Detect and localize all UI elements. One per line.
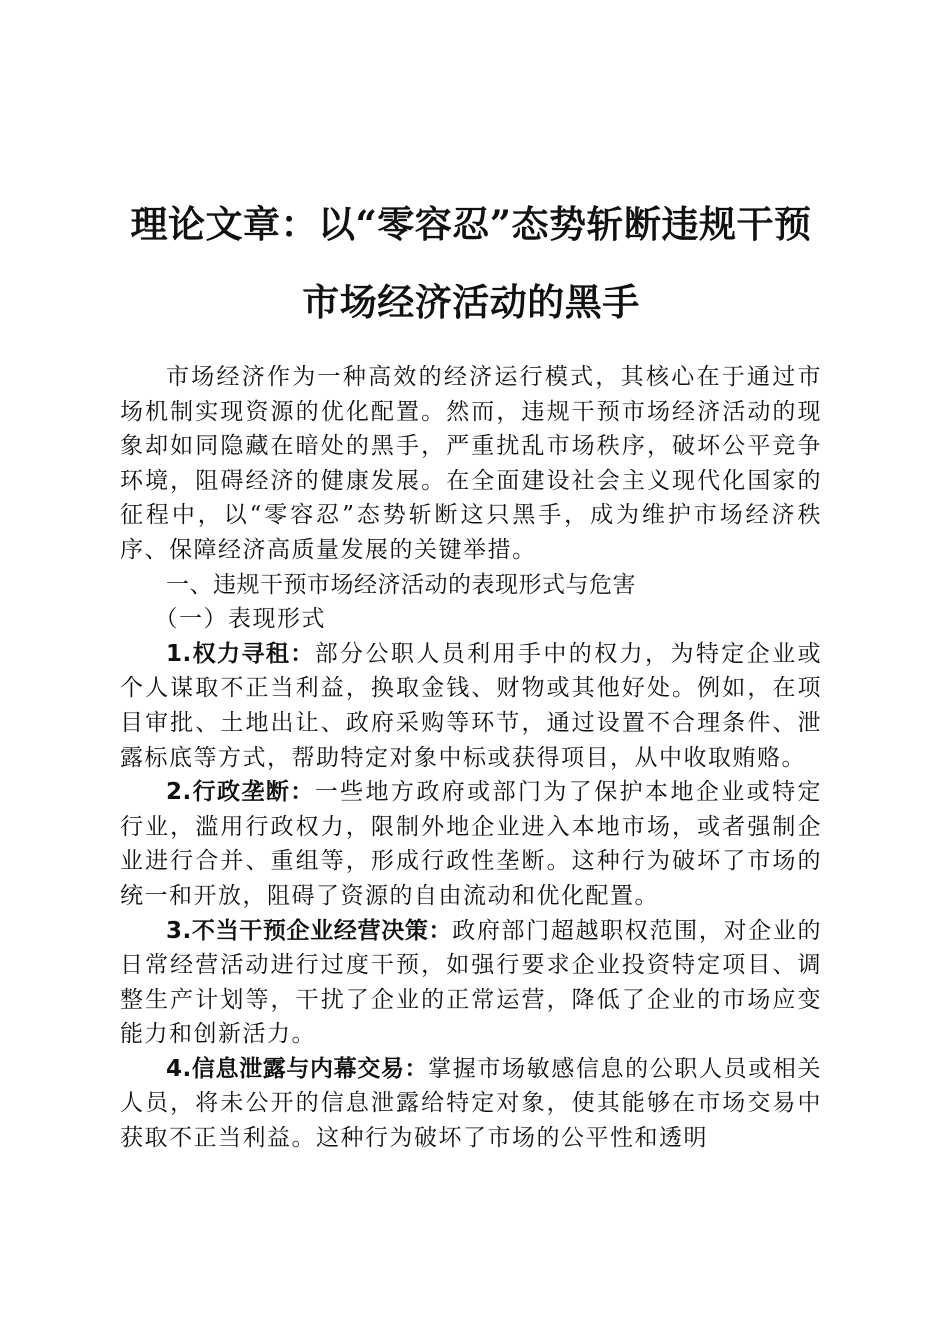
list-item-text: 一些地方政府或部门为了保护本地企业或特定行业，滥用行政权力，限制外地企业进入本地市场，或者强制企业进行合并、重组等，形成行政性垄断。这种行为破坏了市场的统一和开放，阻碍了资源的自由流动和优化配置。: [120, 779, 822, 909]
list-item-label: 4.信息泄露与内幕交易：: [166, 1055, 429, 1082]
subsection-heading-1: （一）表现形式: [154, 606, 326, 633]
list-item-improper-intervention: [120, 914, 822, 1052]
list-item-label: 3.不当干预企业经营决策：: [166, 917, 453, 944]
list-item-label: 1.权力寻租：: [166, 640, 315, 667]
section-heading-1: 一、违规干预市场经济活动的表现形式与危害: [166, 571, 636, 598]
list-item-text: 掌握市场敏感信息的公职人员或相关人员，将未公开的信息泄露给特定对象，使其能够在市场交易中获取不正当利益。这种行为破坏了市场的公平性和透明: [120, 1055, 822, 1152]
document-title: 理论文章：以“零容忍”态势斩断违规干预市场经济活动的黑手: [130, 202, 812, 324]
list-item-text: 政府部门超越职权范围，对企业的日常经营活动进行过度干预，如强行要求企业投资特定项目、调整生产计划等，干扰了企业的正常运营，降低了企业的市场应变能力和创新活力。: [120, 917, 822, 1048]
list-item-text: 部分公职人员利用手中的权力，为特定企业或个人谋取不正当利益，换取金钱、财物或其他好处。例如，在项目审批、土地出让、政府采购等环节，通过设置不合理条件、泄露标底等方式，帮助特定对象中标或获得项目，从中收取贿赂。: [120, 640, 822, 771]
list-item-label: 2.行政垄断：: [166, 779, 315, 806]
document-body: [120, 360, 822, 1156]
intro-paragraph: 市场经济作为一种高效的经济运行模式，其核心在于通过市场机制实现资源的优化配置。然而，违规干预市场经济活动的现象却如同隐藏在暗处的黑手，严重扰乱市场秩序，破坏公平竞争环境，阻碍经济的健康发展。在全面建设社会主义现代化国家的征程中，以“零容忍”态势斩断这只黑手，成为维护市场经济秩序、保障经济高质量发展的关键举措。: [120, 364, 822, 563]
list-item-insider-trading: [120, 1052, 822, 1156]
list-item-power-rent-seeking: [120, 637, 822, 775]
list-item-administrative-monopoly: [120, 775, 822, 913]
